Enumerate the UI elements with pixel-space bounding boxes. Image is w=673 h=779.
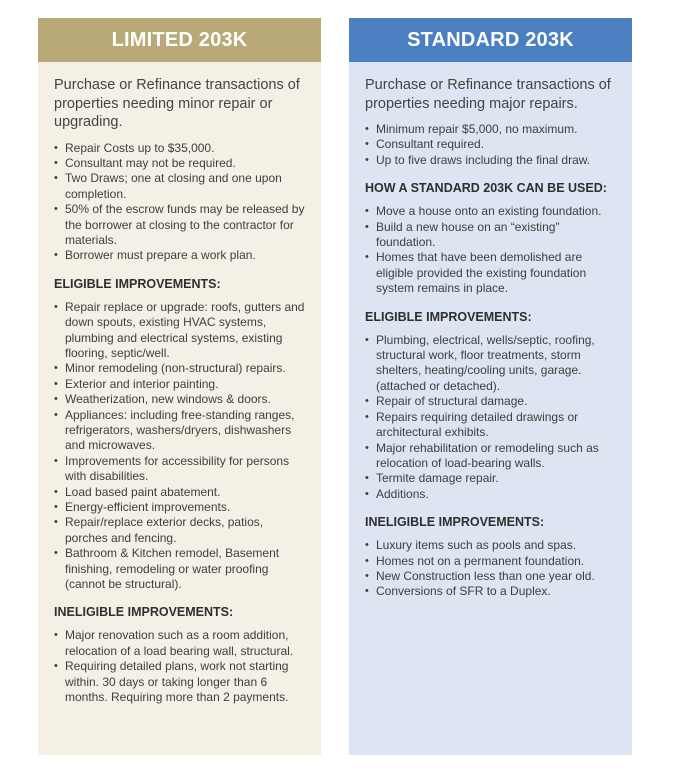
list-item: • Two Draws; one at closing and one upon completion. [54,171,307,202]
list-item: • Homes that have been demolished are eligible provided the existing foundation system remains in place. [365,250,618,296]
list-item: • Repair replace or upgrade: roofs, gutters and down spouts, existing HVAC systems, plumbing and electrical systems, existing flooring, septic/well. [54,300,307,362]
list-item: • Plumbing, electrical, wells/septic, roofing, structural work, floor treatments, storm shelters, heating/cooling units, garage. (attached or detached). [365,333,618,395]
list-item: • Termite damage repair. [365,471,618,486]
standard-203k-header: STANDARD 203K [349,18,632,62]
list-item: • Conversions of SFR to a Duplex. [365,584,618,599]
list-item: • Exterior and interior painting. [54,377,307,392]
list-item: • Improvements for accessibility for persons with disabilities. [54,454,307,485]
list-item: • Consultant may not be required. [54,156,307,171]
list-item: • Borrower must prepare a work plan. [54,248,307,263]
limited-intro: Purchase or Refinance transactions of properties needing minor repair or upgrading. [54,77,300,130]
standard-uses-heading: HOW A STANDARD 203K CAN BE USED: [365,181,607,196]
limited-203k-column [38,18,321,755]
limited-ineligible-list [54,628,307,705]
list-item: • Appliances: including free-standing ranges, refrigerators, washers/dryers, dishwashers and microwaves. [54,408,307,454]
list-item: • Luxury items such as pools and spas. [365,538,618,553]
list-item: • Build a new house on an “existing” foundation. [365,220,618,251]
list-item: • Additions. [365,487,618,502]
list-item: • Minimum repair $5,000, no maximum. [365,122,618,137]
list-item: • Repairs requiring detailed drawings or architectural exhibits. [365,410,618,441]
list-item: • Homes not on a permanent foundation. [365,554,618,569]
standard-203k-column [349,18,632,755]
standard-eligible-list [365,333,618,502]
list-item: • Up to five draws including the final draw. [365,153,618,168]
limited-features-list [54,141,307,264]
limited-ineligible-heading: INELIGIBLE IMPROVEMENTS: [54,605,234,620]
list-item: • Bathroom & Kitchen remodel, Basement finishing, remodeling or water proofing (cannot be structural). [54,546,307,592]
standard-uses-list [365,204,618,296]
list-item: • Consultant required. [365,137,618,152]
standard-ineligible-heading: INELIGIBLE IMPROVEMENTS: [365,515,545,530]
standard-eligible-heading: ELIGIBLE IMPROVEMENTS: [365,309,532,324]
list-item: • Minor remodeling (non-structural) repairs. [54,361,307,376]
list-item: • Repair of structural damage. [365,394,618,409]
limited-eligible-list [54,300,307,593]
standard-intro: Purchase or Refinance transactions of properties needing major repairs. [365,77,611,112]
limited-203k-header: LIMITED 203K [38,18,321,62]
list-item: • Repair/replace exterior decks, patios, porches and fencing. [54,515,307,546]
list-item: • Repair Costs up to $35,000. [54,141,307,156]
list-item: • 50% of the escrow funds may be released by the borrower at closing to the contractor for materials. [54,202,307,248]
list-item: • Load based paint abatement. [54,485,307,500]
list-item: • Weatherization, new windows & doors. [54,392,307,407]
list-item: • Major renovation such as a room addition, relocation of a load bearing wall, structural. [54,628,307,659]
standard-ineligible-list [365,538,618,600]
list-item: • Move a house onto an existing foundation. [365,204,618,219]
limited-eligible-heading: ELIGIBLE IMPROVEMENTS: [54,276,221,291]
list-item: • Requiring detailed plans, work not starting within. 30 days or taking longer than 6 months. Requiring more than 2 payments. [54,659,307,705]
standard-features-list [365,122,618,168]
list-item: • Major rehabilitation or remodeling such as relocation of load-bearing walls. [365,441,618,472]
list-item: • New Construction less than one year old. [365,569,618,584]
list-item: • Energy-efficient improvements. [54,500,307,515]
